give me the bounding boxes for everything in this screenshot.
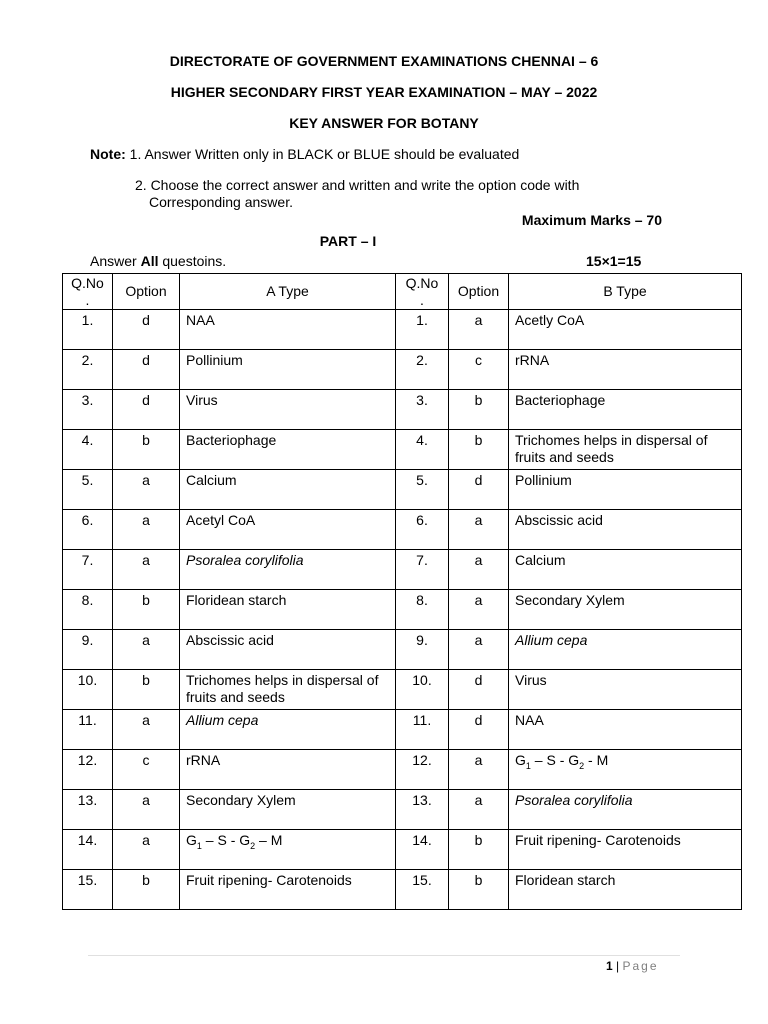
- option-a: d: [113, 310, 180, 350]
- option-a: a: [113, 790, 180, 830]
- instruction-prefix: Answer: [90, 253, 141, 269]
- note-2-line-2: Corresponding answer.: [149, 194, 293, 210]
- option-a: a: [113, 630, 180, 670]
- table-row: [63, 630, 742, 670]
- option-a: d: [113, 390, 180, 430]
- table-row: [63, 870, 742, 910]
- table-row: [63, 790, 742, 830]
- question-number-b: 2.: [396, 350, 449, 390]
- answer-b-type: Acetly CoA: [509, 310, 742, 350]
- answer-b-type: Trichomes helps in dispersal of fruits and seeds: [509, 430, 742, 470]
- option-b: a: [449, 750, 509, 790]
- answer-a-type: Calcium: [180, 470, 396, 510]
- table-body: [63, 310, 742, 910]
- answer-b-type: NAA: [509, 710, 742, 750]
- header-b-type: B Type: [509, 274, 742, 310]
- option-b: b: [449, 870, 509, 910]
- question-number-b: 7.: [396, 550, 449, 590]
- answer-b-type: Allium cepa: [509, 630, 742, 670]
- answer-a-type: Allium cepa: [180, 710, 396, 750]
- question-number-a: 14.: [63, 830, 113, 870]
- question-number-a: 6.: [63, 510, 113, 550]
- option-a: b: [113, 870, 180, 910]
- answer-b-type: Pollinium: [509, 470, 742, 510]
- question-number-b: 5.: [396, 470, 449, 510]
- answer-a-type: Psoralea corylifolia: [180, 550, 396, 590]
- answer-a-type: Secondary Xylem: [180, 790, 396, 830]
- option-a: a: [113, 510, 180, 550]
- question-number-a: 13.: [63, 790, 113, 830]
- option-b: a: [449, 550, 509, 590]
- question-number-b: 9.: [396, 630, 449, 670]
- question-number-a: 10.: [63, 670, 113, 710]
- answer-a-type: Pollinium: [180, 350, 396, 390]
- option-b: c: [449, 350, 509, 390]
- question-number-b: 6.: [396, 510, 449, 550]
- instruction-bold: All: [140, 253, 159, 269]
- question-number-a: 5.: [63, 470, 113, 510]
- question-number-a: 7.: [63, 550, 113, 590]
- question-number-a: 8.: [63, 590, 113, 630]
- answer-a-type: Bacteriophage: [180, 430, 396, 470]
- note-1: [90, 146, 519, 162]
- table-header-row: [63, 274, 742, 310]
- option-a: a: [113, 550, 180, 590]
- answer-b-type: Virus: [509, 670, 742, 710]
- table-row: [63, 750, 742, 790]
- option-b: d: [449, 670, 509, 710]
- question-number-b: 13.: [396, 790, 449, 830]
- option-b: a: [449, 630, 509, 670]
- question-number-a: 9.: [63, 630, 113, 670]
- answer-a-type: Virus: [180, 390, 396, 430]
- table-row: [63, 470, 742, 510]
- answer-b-type: Fruit ripening- Carotenoids: [509, 830, 742, 870]
- option-b: a: [449, 590, 509, 630]
- option-a: b: [113, 670, 180, 710]
- part-marks: 15×1=15: [586, 253, 642, 269]
- option-a: a: [113, 830, 180, 870]
- table-row: [63, 830, 742, 870]
- table-row: [63, 510, 742, 550]
- answer-b-type: Psoralea corylifolia: [509, 790, 742, 830]
- question-number-a: 15.: [63, 870, 113, 910]
- footer-divider: [88, 955, 680, 956]
- question-number-b: 1.: [396, 310, 449, 350]
- instruction-suffix: questoins.: [158, 253, 227, 269]
- option-b: a: [449, 790, 509, 830]
- answer-b-type: $G_1$ – S - $G_2$ - M: [509, 750, 742, 790]
- question-number-a: 11.: [63, 710, 113, 750]
- header-line-3: KEY ANSWER FOR BOTANY: [289, 115, 479, 131]
- option-a: a: [113, 470, 180, 510]
- answer-instruction: [90, 253, 226, 269]
- header-a-type: A Type: [180, 274, 396, 310]
- answer-a-type: Abscissic acid: [180, 630, 396, 670]
- question-number-b: 14.: [396, 830, 449, 870]
- answer-b-type: Secondary Xylem: [509, 590, 742, 630]
- page-word: Page: [622, 959, 659, 973]
- option-b: a: [449, 310, 509, 350]
- footer-separator: |: [612, 959, 623, 973]
- header-line-2: HIGHER SECONDARY FIRST YEAR EXAMINATION – MAY – 2022: [170, 84, 598, 100]
- note-1-text: 1. Answer Written only in BLACK or BLUE should be evaluated: [129, 146, 520, 162]
- header-option-a: Option: [113, 274, 180, 310]
- table-row: [63, 350, 742, 390]
- answer-a-type: rRNA: [180, 750, 396, 790]
- question-number-b: 4.: [396, 430, 449, 470]
- option-b: b: [449, 390, 509, 430]
- answer-a-type: Fruit ripening- Carotenoids: [180, 870, 396, 910]
- table-row: [63, 550, 742, 590]
- header-line-1: DIRECTORATE OF GOVERNMENT EXAMINATIONS CHENNAI – 6: [169, 53, 599, 69]
- question-number-b: 11.: [396, 710, 449, 750]
- answer-key-table: [62, 273, 742, 910]
- answer-b-type: Floridean starch: [509, 870, 742, 910]
- maximum-marks: Maximum Marks – 70: [521, 212, 662, 228]
- answer-a-type: $G_1$ – S - $G_2$ – M: [180, 830, 396, 870]
- question-number-b: 8.: [396, 590, 449, 630]
- question-number-a: 3.: [63, 390, 113, 430]
- option-a: b: [113, 430, 180, 470]
- table-row: [63, 670, 742, 710]
- question-number-a: 1.: [63, 310, 113, 350]
- option-b: b: [449, 830, 509, 870]
- option-b: d: [449, 470, 509, 510]
- answer-a-type: Acetyl CoA: [180, 510, 396, 550]
- option-b: a: [449, 510, 509, 550]
- answer-a-type: NAA: [180, 310, 396, 350]
- option-b: b: [449, 430, 509, 470]
- question-number-b: 15.: [396, 870, 449, 910]
- option-a: b: [113, 590, 180, 630]
- answer-b-type: Abscissic acid: [509, 510, 742, 550]
- question-number-b: 10.: [396, 670, 449, 710]
- question-number-a: 4.: [63, 430, 113, 470]
- option-a: c: [113, 750, 180, 790]
- question-number-a: 12.: [63, 750, 113, 790]
- table-row: [63, 390, 742, 430]
- answer-a-type: Floridean starch: [180, 590, 396, 630]
- header-qno-b: Q.No .: [396, 274, 449, 310]
- table-row: [63, 590, 742, 630]
- table-row: [63, 430, 742, 470]
- option-a: d: [113, 350, 180, 390]
- header-qno-a: Q.No .: [63, 274, 113, 310]
- note-2-line-1: 2. Choose the correct answer and written and write the option code with: [135, 177, 580, 193]
- answer-b-type: Calcium: [509, 550, 742, 590]
- answer-b-type: rRNA: [509, 350, 742, 390]
- question-number-b: 12.: [396, 750, 449, 790]
- table-row: [63, 310, 742, 350]
- part-title: PART – I: [319, 233, 377, 249]
- option-a: a: [113, 710, 180, 750]
- table-row: [63, 710, 742, 750]
- option-b: d: [449, 710, 509, 750]
- question-number-a: 2.: [63, 350, 113, 390]
- header-option-b: Option: [449, 274, 509, 310]
- answer-b-type: Bacteriophage: [509, 390, 742, 430]
- page-number: 1: [606, 959, 613, 973]
- answer-a-type: Trichomes helps in dispersal of fruits and seeds: [180, 670, 396, 710]
- page-footer: [606, 959, 659, 973]
- question-number-b: 3.: [396, 390, 449, 430]
- note-label: Note:: [90, 146, 126, 162]
